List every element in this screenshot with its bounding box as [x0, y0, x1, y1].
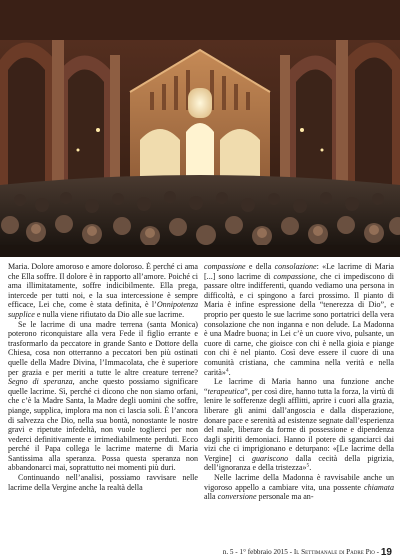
paragraph: Nelle lacrime della Madonna è ravvisabile anche un vigoroso appello a cambiare vita, una possente chiamata alla conversione personale ma an- — [204, 473, 394, 502]
text-column-left — [8, 262, 198, 540]
text-column-right — [204, 262, 394, 540]
church-interior-photo — [0, 0, 400, 257]
footer-issue: n. 5 - 1° febbraio 2015 - — [222, 548, 293, 556]
paragraph: Maria. Dolore amoroso e amore doloroso. È perché ci ama che Ella soffre. Il dolore è in rapporto all’amore. Poiché ci ama illimitatamente, soffre indicibilmente. Ella prega, intercede per tutti noi, e la sua intercessione è sempre efficace, Lei che, come è stata definita, è l’Onnipotenza supplice e nulla viene rifiutato da Dio alle sue lacrime. — [8, 262, 198, 319]
paragraph: Le lacrime di Maria hanno una funzione anche “terapeutica”, per così dire, hanno tutta la forza, la virtù di lenire le sofferenze degli afflitti, aprire i cuori alla grazia, liberare gli animi dall’angoscia e dalla disperazione, donare pace e serenità ad esistenze segnate dall’esperienza del male, liberare da forme di possessione e dipendenza dagli spiriti demoniaci. Hanno il potere di sganciarci dai vizi che ci imprigionano e deturpano: «[Le lacrime della Vergine] ci guariscono dalla cecità della pigrizia, dell’ignoranza e della tristezza»$^5$. — [204, 377, 394, 473]
footer-magazine: Il Settimanale di Padre Pio — [293, 548, 375, 556]
paragraph: Se le lacrime di una madre terrena (santa Monica) poterono riconquistare alla vera Fede il figlio errante e trasformarlo da peccatore in grande Santo e Dottore della Chiesa, cosa non otterranno a peccatori ben più ostinati quelle della Madre Divina, l’Immacolata, che è superiore per grazia e per meriti a tutte le altre creature terrene? Segno di speranza, anche questo possiamo significare quelle lacrime. Sì, perché ci dicono che non siamo orfani, che c’è la Madre Santa, la Madre degli uomini che soffre, piange, supplica, implora ma non ci lascia soli. È l’ancora di salvezza che Dio, nella sua bontà, nonostante le nostre gravi e ripetute infedeltà, non vuole toglierci per non vederci definitivamente e irrimediabilmente perduti. Ecco perché il Papa collega le lacrime materne di Maria Santissima alla speranza. Possa questa speranza non abbandonarci mai, soprattutto nei momenti più duri. — [8, 319, 198, 473]
footnote-ref: 5 — [306, 462, 310, 469]
page-footer — [0, 546, 392, 558]
footnote-ref: 4 — [225, 366, 229, 373]
paragraph: Continuando nell’analisi, possiamo ravvisare nelle lacrime della Vergine anche la realtà della — [8, 473, 198, 492]
footer-separator: - — [376, 548, 380, 556]
photo-illustration — [0, 0, 400, 257]
paragraph: compassione e della consolazione: «Le lacrime di Maria [...] sono lacrime di compassione, che ci impediscono di passare oltre indifferenti, quando vediamo una persona in difficoltà, e ci spingono a farci prossimo. Il pianto di Maria è infine espressione della “tenerezza di Dio”, e proprio per questo le sue lacrime sono portatrici della vera consolazione che non inganna e non delude. La Madonna è una Madre buona; in Lei c’è un cuore vivo, pulsante, un cuore di carne, che gioisce con chi è nella gioia e piange con chi è nel pianto. Così deve essere il cuore di una comunità cristiana, che cammina nella verità e nella carità»$^4$. — [204, 262, 394, 377]
page-number: 19 — [380, 547, 392, 558]
